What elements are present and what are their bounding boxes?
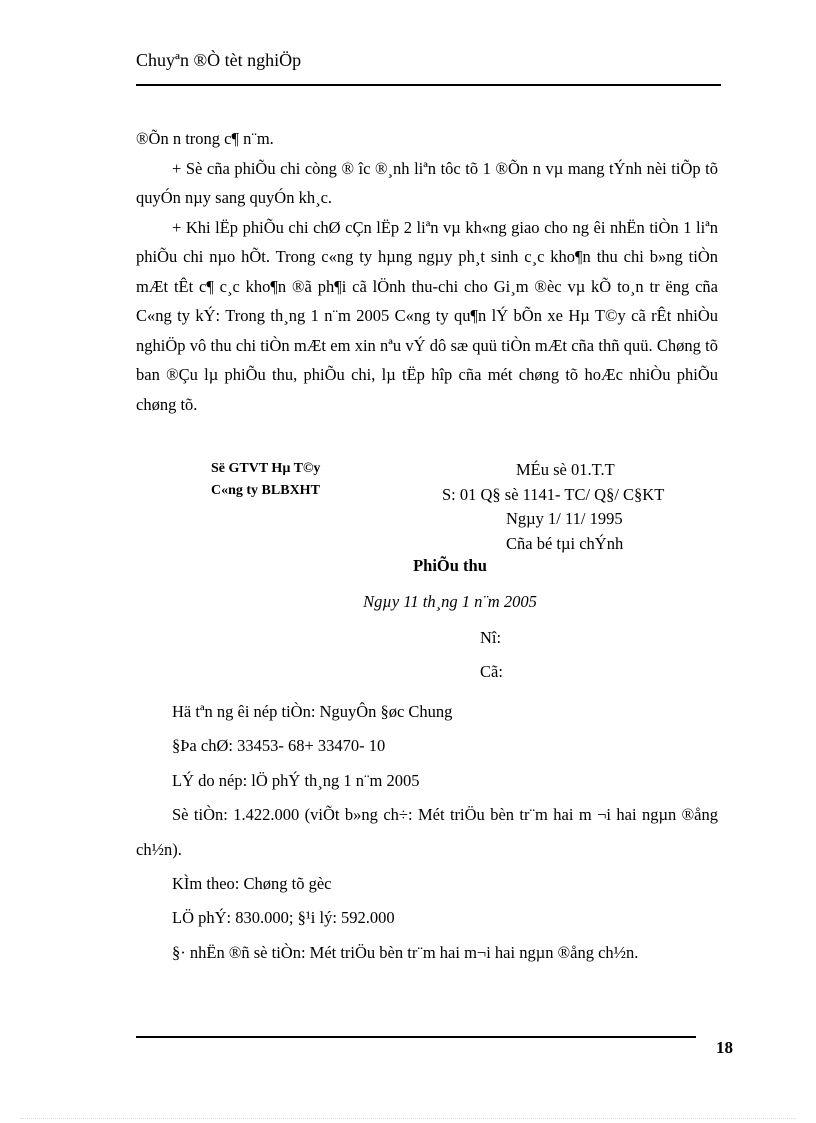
form-number: MÉu sè 01.T.T <box>516 460 615 479</box>
form-decision: S: 01 Q§ sè 1141- TC/ Q§/ C§KT <box>442 484 665 504</box>
receipt-reason: LÝ do nép: lÖ phÝ th¸ng 1 n¨m 2005 <box>172 770 420 790</box>
header-divider <box>136 84 721 86</box>
receipt-debit: Nî: <box>480 628 502 647</box>
page-header-title: Chuyªn ®Ò tèt nghiÖp <box>136 50 302 70</box>
body-paragraph: + Khi lËp phiÕu chi chØ cÇn lËp 2 liªn vµ kh«ng giao cho ng êi nhËn tiÒn 1 liªn phiÕu chi nµo hÕt. Trong c«ng ty hµng ngµy ph¸t sinh c¸c kho¶n thu chi b»ng tiÒn mÆt tÊt c¶ c¸c kho¶n ®ã ph¶i cã lÖnh thu-chi cho Gi¸m ®èc vµ kÕ to¸n tr ëng cña C«ng ty kÝ: Trong th¸ng 1 n¨m 2005 C«ng ty qu¶n lÝ bÕn xe Hµ T©y cã rÊt nhiÒu nghiÖp vô thu chi tiÒn mÆt em xin nªu vÝ dô sæ quü tiÒn mÆt cña thñ quü. Chøng tõ ban ®Çu lµ phiÕu thu, phiÕu chi, lµ tËp hîp cña mét chøng tõ hoÆc nhiÒu phiÕu chøng tõ. <box>136 217 718 414</box>
footer-divider <box>136 1036 696 1038</box>
receipt-amount: Sè tiÒn: 1.422.000 (viÕt b»ng ch÷: Mét triÖu bèn tr¨m hai m ¬i hai ngµn ®ång ch½n). <box>136 805 718 859</box>
organization-block <box>211 458 320 502</box>
receipt-received: §· nhËn ®ñ sè tiÒn: Mét triÖu bèn tr¨m hai m¬i hai ngµn ®ång ch½n. <box>172 942 639 962</box>
receipt-payer: Hä tªn ng êi nép tiÒn: NguyÔn §øc Chung <box>172 702 453 721</box>
org-department: Së GTVT Hµ T©y <box>211 461 321 476</box>
receipt-address: §Þa chØ: 33453- 68+ 33470- 10 <box>172 736 386 756</box>
receipt-title: PhiÕu thu <box>413 556 487 575</box>
receipt-attached: KÌm theo: Chøng tõ gèc <box>172 874 332 894</box>
form-decision-date: Ngµy 1/ 11/ 1995 <box>506 509 623 528</box>
body-text <box>136 124 718 419</box>
receipt-fee: LÖ phÝ: 830.000; §¹i lý: 592.000 <box>172 908 395 928</box>
receipt-date: Ngµy 11 th¸ng 1 n¨m 2005 <box>363 592 537 611</box>
receipt-credit: Cã: <box>480 662 503 681</box>
page-number: 18 <box>716 1038 733 1057</box>
body-paragraph: + Sè cña phiÕu chi còng ® îc ®¸nh liªn tôc tõ 1 ®Õn n vµ mang tÝnh nèi tiÕp tõ quyÓn nµy sang quyÓn kh¸c. <box>136 158 718 207</box>
receipt-details <box>136 695 718 970</box>
body-paragraph: ®Õn n trong c¶ n¨m. <box>136 129 274 148</box>
page-edge-dots <box>20 1118 796 1119</box>
form-issuer: Cña bé tµi chÝnh <box>506 533 624 553</box>
org-company: C«ng ty BLBXHT <box>211 483 320 498</box>
form-reference-block <box>430 458 730 556</box>
